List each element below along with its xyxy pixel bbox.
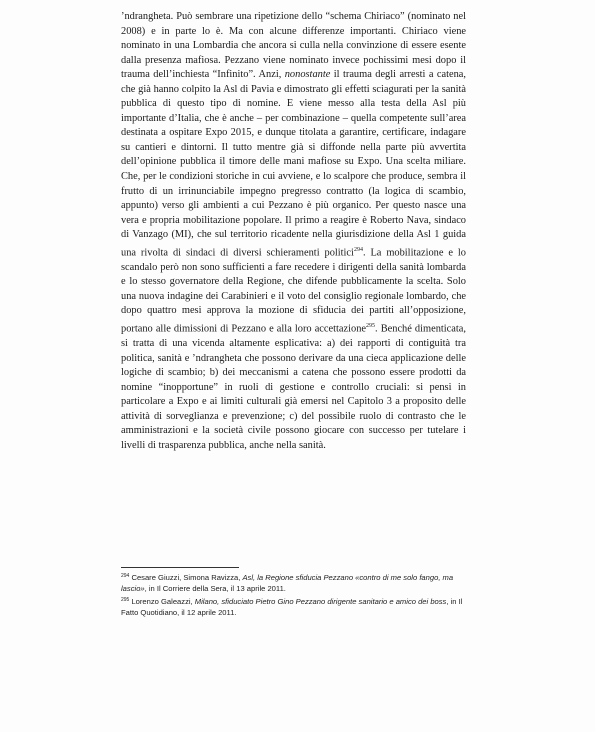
footnote-title: Milano, sfiduciato Pietro Gino Pezzano dirigente sanitario e amico dei boss: [194, 597, 447, 606]
footnote-ref-295: 295: [366, 322, 376, 329]
body-paragraph: [121, 10, 466, 453]
text-segment: il trauma degli arresti a catena, che già hanno colpito la Asl di Pavia e dimostrato gli effetti sciagurati per la sanità pubblica di questo tipo di nomine. E viene messo alla testa della Asl più importante d’Italia, che è anche – per combinazione – quella competente sull’area destinata a ospitare Expo 2015, e dunque titolata a garantire, certificare, indagare su cantieri e dintorni. Il tutto mentre già si diffonde nella parte più avvertita dell’opinione pubblica il timore delle mani mafiose su Expo. Una scelta miliare. Che, per le condizioni storiche in cui avviene, e lo scalpore che produce, sembra il frutto di un irrinunciabile impegno pregresso contratto (la logica di scambio, appunto) verso gli ambienti a cui Pezzano è più organico. Per questo nasce una vera e propria mobilitazione popolare. Il primo a reagire è Roberto Nava, sindaco di Vanzago (MI), che sul territorio ricadente nella giurisdizione della Asl 1 guida una rivolta di sindaci di diversi schieramenti politici: [121, 69, 466, 259]
footnote-source: , in Il Corriere della Sera, il 13 aprile 2011.: [144, 584, 286, 593]
footnote-separator: [121, 567, 239, 568]
footnote-text: Lorenzo Galeazzi,: [129, 597, 195, 606]
footnote-number: 294: [121, 573, 130, 579]
footnote-text: Cesare Giuzzi, Simona Ravizza,: [129, 573, 243, 582]
footnote-title: Asl, la Regione sfiducia Pezzano «contro di me solo fango, ma lascio»: [121, 573, 454, 593]
text-segment: . Benché dimenticata, si tratta di una vicenda altamente esplicativa: a) dei rapporti di contiguità tra politica, sanità e ’ndrangheta che possono derivare da una cieca applicazione delle logiche di scambio; b) dei meccanismi a catena che possono essere prodotti da nomine “inopportune” in ruoli di gestione e controllo cruciali: si pensi in particolare a Expo e ai limiti culturali già emersi nel Capitolo 3 a proposito delle attività di sorveglianza e prevenzione; c) del possibile ruolo di contrasto che le amministrazioni e la società civile possono giocare con successo per tutelare i livelli di trasparenza pubblica, anche nella sanità.: [121, 323, 467, 451]
footnote-number: 295: [121, 597, 130, 603]
footnote-source: , in Il Fatto Quotidiano, il 12 aprile 2011.: [121, 597, 463, 617]
text-segment: ’ndrangheta. Può sembrare una ripetizione dello “schema Chiriaco” (nominato nel 2008) e in parte lo è. Ma con alcune differenze importanti. Chiriaco viene nominato in una Lombardia che ancora si culla nella convinzione di essere esente dalla presenza mafiosa. Pezzano viene nominato invece pochissimi mesi dopo il trauma dell’inchiesta “Infinito”. Anzi,: [121, 11, 466, 81]
paragraph: [121, 10, 466, 453]
footnote-ref-294: 294: [353, 246, 363, 253]
footnote-294: [121, 572, 466, 594]
text-segment: . La mobilitazione e lo scandalo però non sono sufficienti a fare recedere i dirigenti della sanità lombarda e lo stesso governatore della Regione, che difende pubblicamente la scelta. Solo una nuova indagine dei Carabinieri e il voto del consiglio regionale lombardo, che dopo quattro mesi approva la mozione di sfiducia dei partiti all’opposizione, portano alle dimissioni di Pezzano e alla loro accettazione: [121, 247, 466, 335]
footnote-295: [121, 596, 466, 618]
italic-text: nonostante: [284, 69, 331, 81]
footnotes: [121, 572, 466, 620]
